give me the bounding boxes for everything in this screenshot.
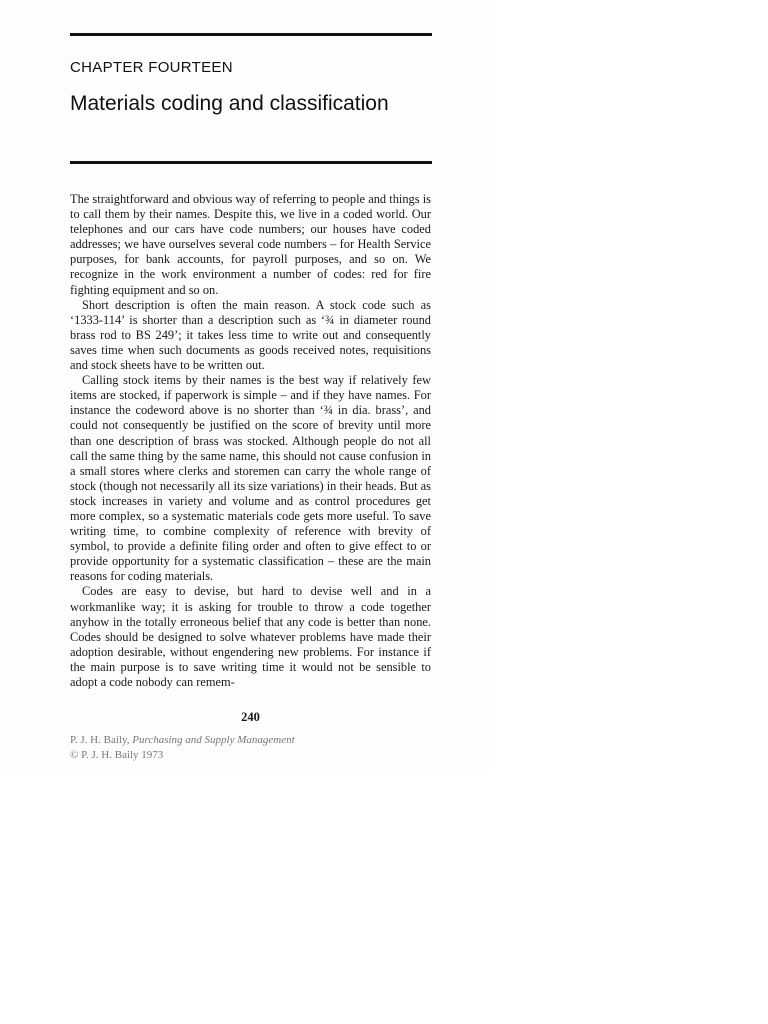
citation-book-title: Purchasing and Supply Management xyxy=(132,734,295,746)
citation-footer xyxy=(70,733,295,763)
bottom-rule xyxy=(70,161,432,164)
top-rule xyxy=(70,33,432,36)
scanned-page-area xyxy=(0,0,490,770)
citation-author: P. J. H. Baily, xyxy=(70,734,133,746)
paragraph: The straightforward and obvious way of referring to people and things is to call them by their names. Despite this, we live in a coded world. Our telephones and our cars have code numbers; our houses have coded addresses; we have ourselves several code numbers – for Health Service purposes, for bank accounts, for payroll purposes, and so on. We recognize in the work environment a number of codes: red for fire fighting equipment and so on. xyxy=(70,192,431,297)
paragraph: Calling stock items by their names is the best way if relatively few items are stocked, if paperwork is simple – and if they have names. For instance the codeword above is no shorter than ‘¾ in dia. brass’, and could not consequently be justified on the score of brevity until more than one description of brass was stocked. Although people do not all call the same thing by the same name, this should not cause confusion in a small stores where clerks and storemen can carry the whole range of stock (though not necessarily all its size variations) in their heads. But as stock increases in variety and volume and as control procedures get more complex, so a systematic materials code gets more useful. To save writing time, to combine complexity of reference with brevity of symbol, to provide a definite filing order and often to give effect to or provide opportunity for a systematic classification – these are the main reasons for coding materials. xyxy=(70,373,431,584)
page-number: 240 xyxy=(241,710,260,724)
paragraph: Codes are easy to devise, but hard to devise well and in a workmanlike way; it is asking for trouble to throw a code together anyhow in the totally erroneous belief that any code is better than none. Codes should be designed to solve whatever problems have made their adoption desirable, without engendering new problems. For instance if the main purpose is to save writing time it would not be sensible to adopt a code nobody can remem- xyxy=(70,584,431,689)
chapter-label: CHAPTER FOURTEEN xyxy=(70,59,233,76)
citation-line xyxy=(70,733,295,748)
body-text xyxy=(70,192,431,690)
copyright-line: © P. J. H. Baily 1973 xyxy=(70,749,164,761)
paragraph: Short description is often the main reason. A stock code such as ‘1333-114’ is shorter than a description such as ‘¾ in diameter round brass rod to BS 249’; it takes less time to write out and consequently saves time when such documents as goods received notes, requisitions and stock sheets have to be written out. xyxy=(70,297,431,373)
chapter-title: Materials coding and classification xyxy=(70,92,389,115)
